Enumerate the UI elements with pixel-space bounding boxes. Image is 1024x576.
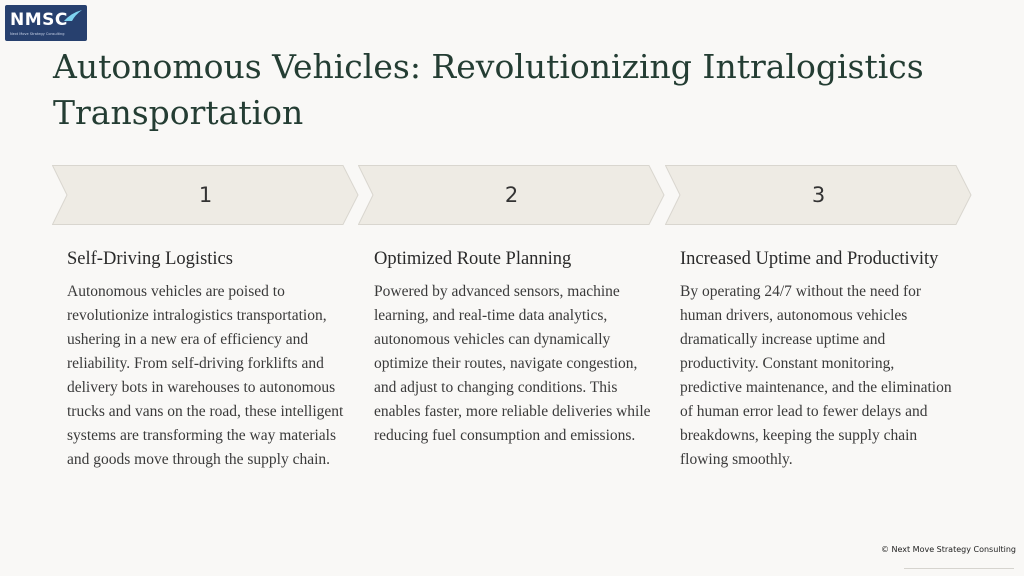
step-description: Powered by advanced sensors, machine learning, and real-time data analytics, autonomous vehicles can dynamically optimize their routes, navigate congestion, and adjust to changing conditions. This enables faster, more reliable deliveries while reducing fuel consumption and emissions. xyxy=(374,283,651,444)
step-column-3 xyxy=(680,247,955,472)
step-heading: Optimized Route Planning xyxy=(374,249,572,269)
step-description: Autonomous vehicles are poised to revolutionize intralogistics transportation, ushering in a new era of efficiency and reliability. From self-driving forklifts and delivery bots in warehouses to autonomous trucks and vans on the road, these intelligent systems are transforming the way materials and goods move through the supply chain. xyxy=(67,283,344,468)
logo-tagline: Next Move Strategy Consulting xyxy=(10,32,65,36)
step-number: 1 xyxy=(198,183,213,207)
logo-text: NMSC xyxy=(10,10,68,30)
footer-divider xyxy=(904,568,1014,569)
step-chevron-3 xyxy=(665,165,972,225)
page-title: Autonomous Vehicles: Revolutionizing Intralogistics Transportation xyxy=(53,47,924,132)
step-description: By operating 24/7 without the need for human drivers, autonomous vehicles dramatically increase uptime and productivity. Constant monitoring, predictive maintenance, and the elimination of human error lead to fewer delays and breakdowns, keeping the supply chain flowing smoothly. xyxy=(680,283,952,468)
brand-logo xyxy=(5,5,87,41)
step-chevron-1 xyxy=(52,165,359,225)
step-heading: Increased Uptime and Productivity xyxy=(680,249,939,269)
copyright-footer: © Next Move Strategy Consulting xyxy=(880,545,1016,554)
step-chevron-2 xyxy=(358,165,665,225)
logo-swoosh-icon xyxy=(63,9,83,23)
step-column-2 xyxy=(374,247,654,448)
step-heading: Self-Driving Logistics xyxy=(67,249,233,269)
step-number: 3 xyxy=(811,183,826,207)
step-number: 2 xyxy=(504,183,519,207)
step-column-1 xyxy=(67,247,347,472)
